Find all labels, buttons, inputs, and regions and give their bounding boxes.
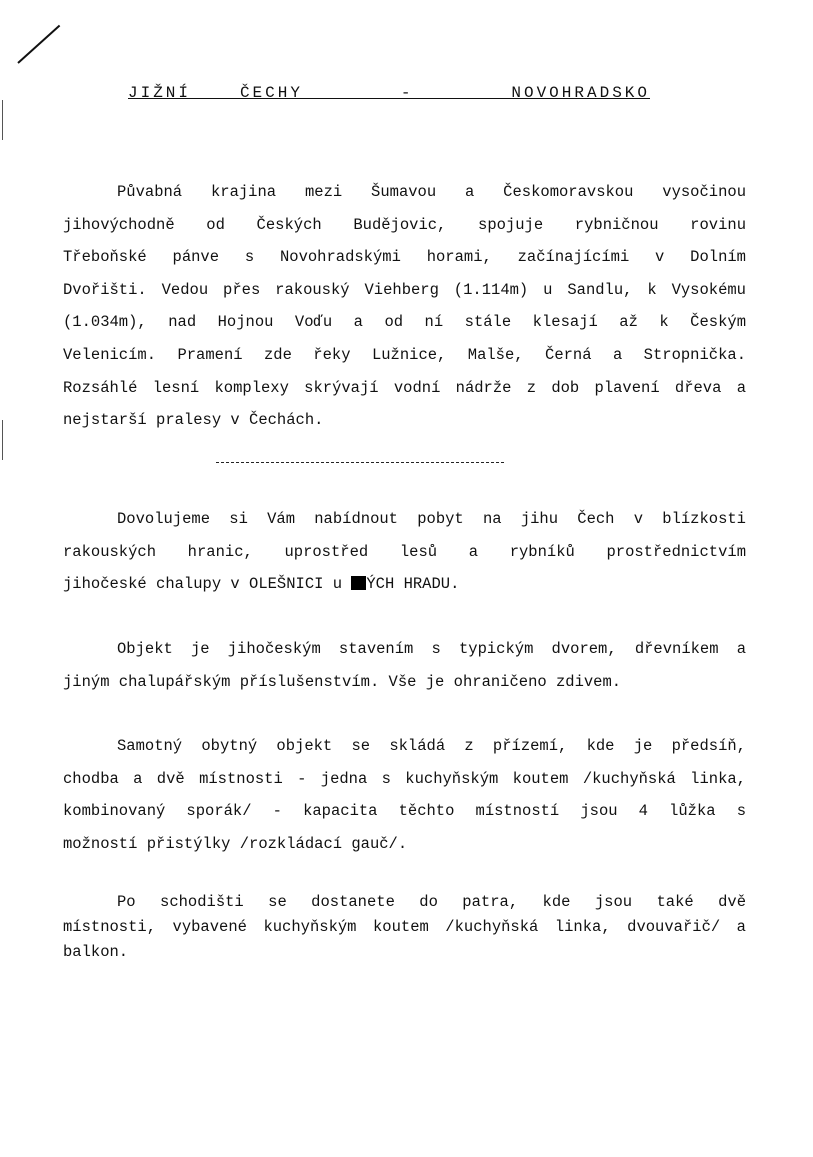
paragraph-object — [63, 639, 746, 704]
dashed-divider — [216, 462, 504, 463]
text-line: kombinovaný sporák/ - kapacita těchto místností jsou 4 lůžka s — [63, 802, 746, 821]
paragraph-upper-floor — [63, 892, 746, 967]
paragraph-offer — [63, 509, 746, 607]
text-line: možností přistýlky /rozkládací gauč/. — [63, 834, 408, 853]
text-line: rakouských hranic, uprostřed lesů a rybníků prostřednictvím — [63, 542, 746, 561]
text-line: Třeboňské pánve s Novohradskými horami, začínajícími v Dolním — [63, 248, 746, 267]
scan-margin-mark — [2, 100, 3, 140]
text-line: Dovolujeme si Vám nabídnout pobyt na jihu Čech v blízkosti — [117, 510, 746, 528]
redaction-blot — [351, 576, 366, 590]
text-line: Rozsáhlé lesní komplexy skrývají vodní nádrže z dob plavení dřeva a — [63, 378, 746, 397]
text-segment: jihočeské chalupy v OLEŠNICI u — [63, 575, 352, 594]
text-line: Půvabná krajina mezi Šumavou a Českomoravskou vysočinou — [117, 183, 746, 201]
text-line — [63, 574, 746, 607]
text-line: Samotný obytný objekt se skládá z přízemí, kde je předsíň, — [117, 737, 746, 755]
text-line: Dvořišti. Vedou přes rakouský Viehberg (1.114m) u Sandlu, k Vysokému — [63, 280, 746, 299]
paragraph-region-intro — [63, 182, 746, 443]
text-line: Velenicím. Pramení zde řeky Lužnice, Malše, Černá a Stropnička. — [63, 345, 746, 364]
paragraph-ground-floor — [63, 736, 746, 866]
document-title: JIŽNÍ ČECHY - NOVOHRADSKO — [128, 84, 650, 102]
text-line: Po schodišti se dostanete do patra, kde jsou také dvě — [117, 893, 746, 911]
text-line: balkon. — [63, 943, 129, 961]
text-line: chodba a dvě místnosti - jedna s kuchyňským koutem /kuchyňská linka, — [63, 769, 746, 788]
text-line: nejstarší pralesy v Čechách. — [63, 411, 324, 430]
text-segment: ÝCH HRADU. — [366, 575, 460, 594]
text-line: místnosti, vybavené kuchyňským koutem /kuchyňská linka, dvouvařič/ a — [63, 918, 746, 936]
text-line: jihovýchodně od Českých Budějovic, spojuje rybničnou rovinu — [63, 215, 746, 234]
text-line: jiným chalupářským příslušenstvím. Vše je ohraničeno zdivem. — [63, 672, 622, 691]
text-line: (1.034m), nad Hojnou Voďu a od ní stále klesají až k Českým — [63, 313, 746, 332]
text-line: Objekt je jihočeským stavením s typickým dvorem, dřevníkem a — [117, 640, 746, 658]
scan-margin-mark — [2, 420, 3, 460]
handwritten-slash-mark — [17, 25, 60, 64]
